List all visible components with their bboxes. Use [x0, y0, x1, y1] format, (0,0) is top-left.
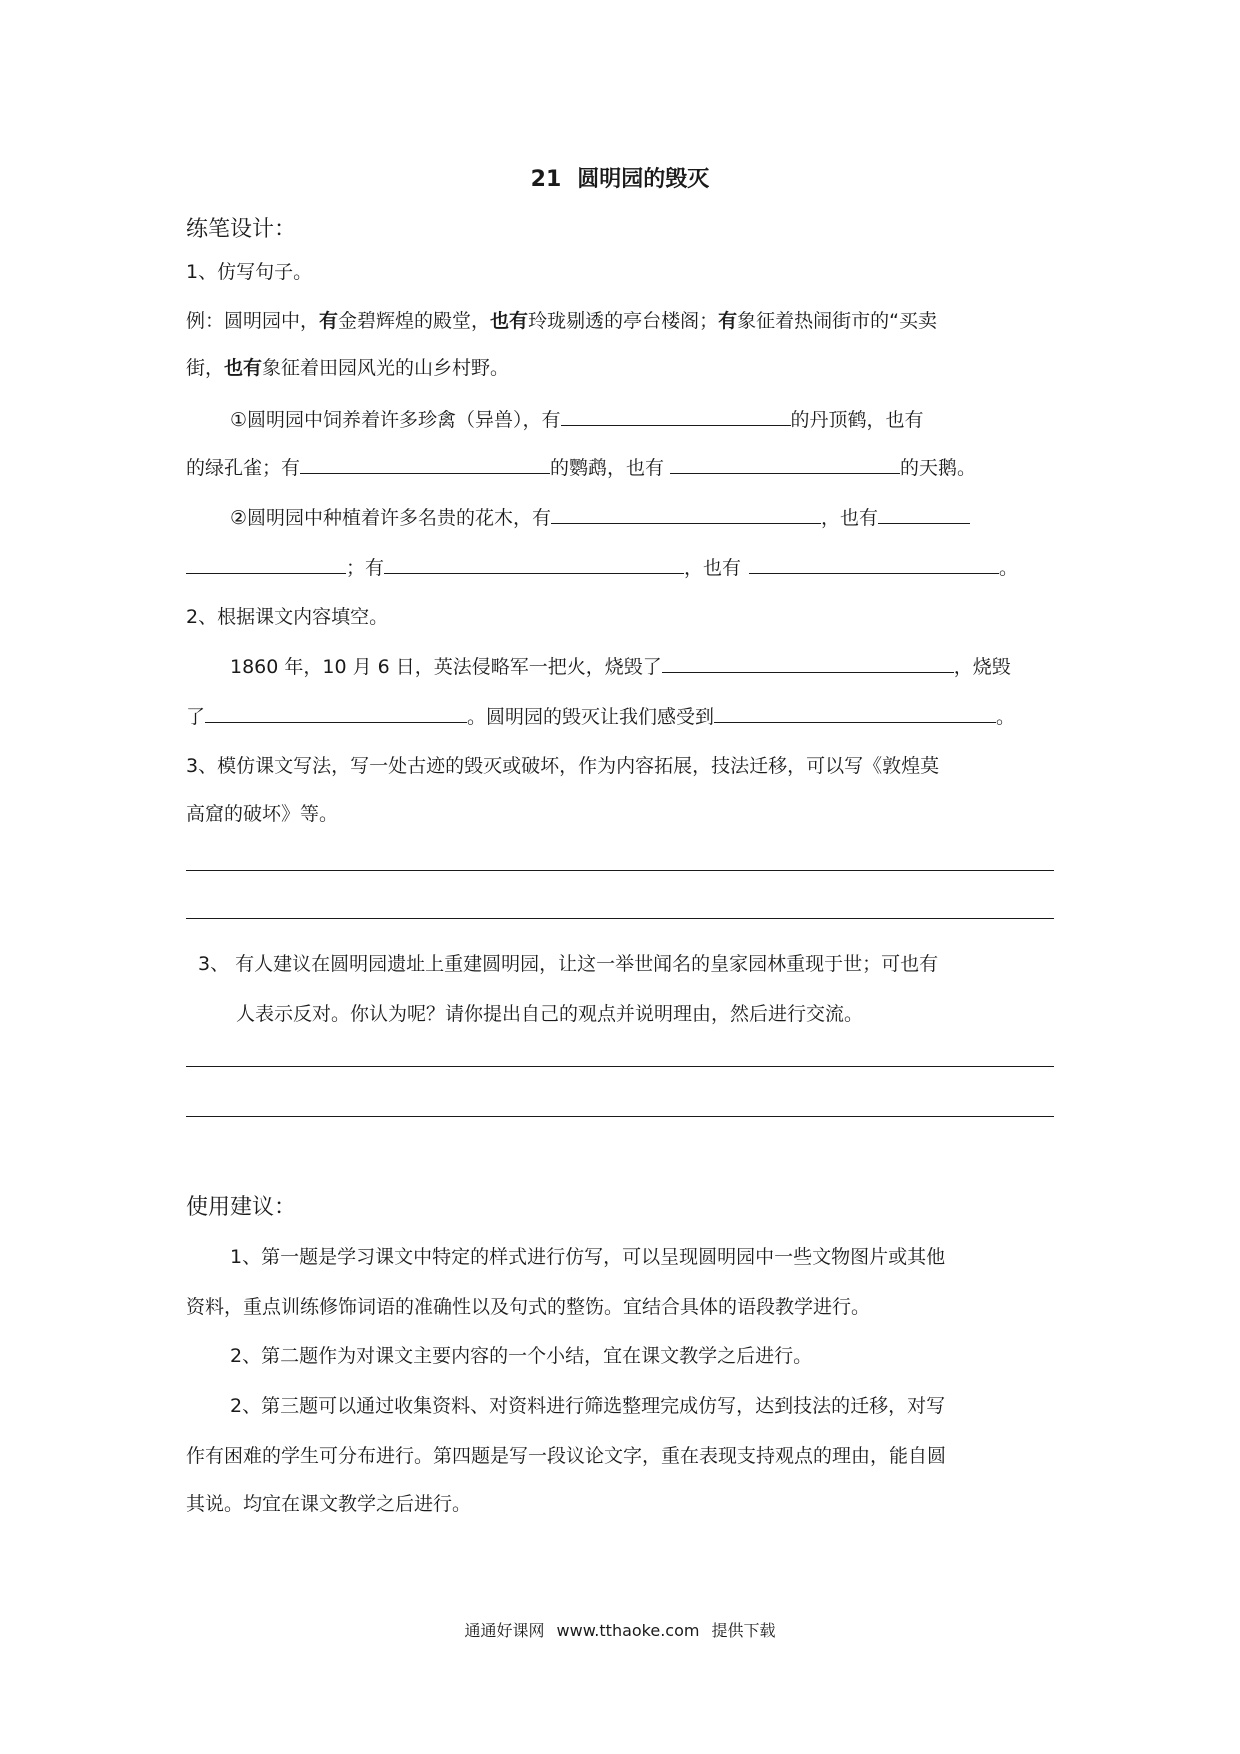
- answer-blank[interactable]: [662, 652, 954, 673]
- page-title: [0, 162, 1240, 193]
- advice-p2: 2、第二题作为对课文主要内容的一个小结，宜在课文教学之后进行。: [230, 1345, 813, 1367]
- advice-p3-line-2: 作有困难的学生可分布进行。第四题是写一段议论文字，重在表现支持观点的理由，能自圆: [186, 1445, 947, 1467]
- q1-example-line-1: 例：圆明园中，有金碧辉煌的殿堂，也有玲珑剔透的亭台楼阁；有象征着热闹街市的“买卖: [186, 310, 937, 332]
- q1-item1-line-2: 的绿孔雀；有 的鹦鹉，也有 的天鹅。: [186, 453, 976, 482]
- lesson-title: 圆明园的毁灭: [577, 167, 710, 192]
- q1-example-line-2: 街，也有象征着田园风光的山乡村野。: [186, 357, 510, 379]
- footer-url[interactable]: www.tthaoke.com: [556, 1621, 700, 1640]
- q3-line-2: 高窟的破坏》等。: [186, 803, 339, 825]
- q1-item2-line-1: ②圆明园中种植着许多名贵的花木，有 ，也有: [230, 503, 970, 532]
- q2-line-2: 了 。圆明园的毁灭让我们感受到 。: [186, 702, 1015, 731]
- advice-p3-line-1: 2、第三题可以通过收集资料、对资料进行筛选整理完成仿写，达到技法的迁移，对写: [230, 1395, 946, 1417]
- lesson-number: 21: [530, 167, 562, 192]
- advice-p1-line-2: 资料，重点训练修饰词语的准确性以及句式的整饬。宜结合具体的语段教学进行。: [186, 1296, 871, 1318]
- q1-heading: 1、仿写句子。: [186, 261, 313, 283]
- answer-blank[interactable]: [186, 553, 346, 574]
- answer-blank[interactable]: [714, 702, 996, 723]
- q4-line-2: 人表示反对。你认为呢？请你提出自己的观点并说明理由，然后进行交流。: [236, 1003, 864, 1025]
- answer-line[interactable]: [186, 918, 1054, 919]
- answer-blank[interactable]: [749, 553, 999, 574]
- section-heading-practice: 练笔设计：: [186, 217, 297, 242]
- q1-item1-line-1: ①圆明园中饲养着许多珍禽（异兽），有 的丹顶鹤，也有: [230, 405, 924, 434]
- q2-line-1: 1860 年，10 月 6 日，英法侵略军一把火，烧毁了 ，烧毁: [230, 652, 1011, 681]
- advice-p3-line-3: 其说。均宜在课文教学之后进行。: [186, 1493, 472, 1515]
- answer-line[interactable]: [186, 870, 1054, 871]
- answer-line[interactable]: [186, 1116, 1054, 1117]
- q4-line-1: 3、 有人建议在圆明园遗址上重建圆明园，让这一举世闻名的皇家园林重现于世；可也有: [198, 953, 939, 975]
- footer-note: 提供下载: [711, 1621, 776, 1640]
- answer-blank[interactable]: [300, 453, 550, 474]
- answer-blank[interactable]: [205, 702, 467, 723]
- q3-line-1: 3、模仿课文写法，写一处古迹的毁灭或破坏，作为内容拓展，技法迁移，可以写《敦煌莫: [186, 755, 940, 777]
- section-heading-advice: 使用建议：: [186, 1195, 297, 1220]
- answer-blank[interactable]: [551, 503, 821, 524]
- answer-line[interactable]: [186, 1066, 1054, 1067]
- page-footer: [0, 1618, 1240, 1641]
- advice-p1-line-1: 1、第一题是学习课文中特定的样式进行仿写，可以呈现圆明园中一些文物图片或其他: [230, 1246, 946, 1268]
- answer-blank[interactable]: [561, 405, 791, 426]
- answer-blank[interactable]: [878, 503, 970, 524]
- answer-blank[interactable]: [384, 553, 684, 574]
- footer-site-name: 通通好课网: [464, 1621, 545, 1640]
- q1-item2-line-2: ；有 ，也有 。: [186, 553, 1018, 582]
- answer-blank[interactable]: [670, 453, 900, 474]
- q2-heading: 2、根据课文内容填空。: [186, 606, 389, 628]
